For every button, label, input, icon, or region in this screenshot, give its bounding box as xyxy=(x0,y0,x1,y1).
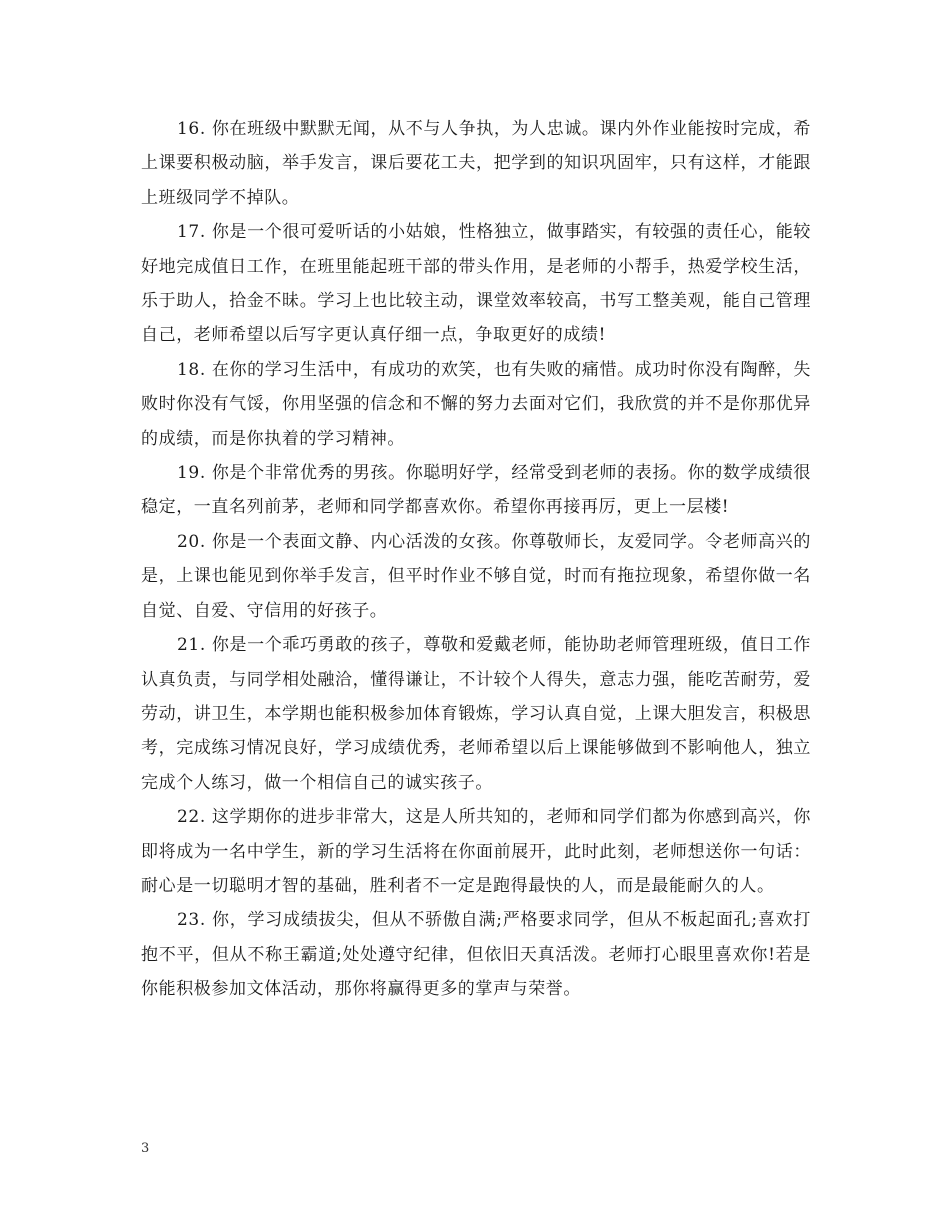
paragraph-20: 20. 你是一个表面文静、内心活泼的女孩。你尊敬师长，友爱同学。令老师高兴的是，上课也能见到你举手发言，但平时作业不够自觉，时而有拖拉现象，希望你做一名自觉、自爱、守信用的好孩子。 xyxy=(141,531,811,621)
paragraph-21: 21. 你是一个乖巧勇敢的孩子，尊敬和爱戴老师，能协助老师管理班级，值日工作认真负责，与同学相处融洽，懂得谦让，不计较个人得失，意志力强，能吃苦耐劳，爱劳动，讲卫生，本学期也能积极参加体育锻炼，学习认真自觉，上课大胆发言，积极思考，完成练习情况良好，学习成绩优秀，老师希望以后上课能够做到不影响他人，独立完成个人练习，做一个相信自己的诚实孩子。 xyxy=(141,635,811,793)
document-body xyxy=(141,112,811,1007)
paragraph-19: 19. 你是个非常优秀的男孩。你聪明好学，经常受到老师的表扬。你的数学成绩很稳定，一直名列前茅，老师和同学都喜欢你。希望你再接再厉，更上一层楼! xyxy=(141,463,811,518)
paragraph-18: 18. 在你的学习生活中，有成功的欢笑，也有失败的痛惜。成功时你没有陶醉，失败时你没有气馁，你用坚强的信念和不懈的努力去面对它们，我欣赏的并不是你那优异的成绩，而是你执着的学习精神。 xyxy=(141,359,811,449)
paragraph-23: 23. 你，学习成绩拔尖，但从不骄傲自满;严格要求同学，但从不板起面孔;喜欢打抱不平，但从不称王霸道;处处遵守纪律，但依旧天真活泼。老师打心眼里喜欢你!若是你能积极参加文体活动，那你将赢得更多的掌声与荣誉。 xyxy=(141,910,811,1000)
page-number: 3 xyxy=(141,1141,150,1156)
paragraph-16: 16. 你在班级中默默无闻，从不与人争执，为人忠诚。课内外作业能按时完成，希上课要积极动脑，举手发言，课后要花工夫，把学到的知识巩固牢，只有这样，才能跟上班级同学不掉队。 xyxy=(141,119,811,208)
paragraph-22: 22. 这学期你的进步非常大，这是人所共知的，老师和同学们都为你感到高兴，你即将成为一名中学生，新的学习生活将在你面前展开，此时此刻，老师想送你一句话：耐心是一切聪明才智的基础，胜利者不一定是跑得最快的人，而是最能耐久的人。 xyxy=(141,807,811,896)
paragraph-17: 17. 你是一个很可爱听话的小姑娘，性格独立，做事踏实，有较强的责任心，能较好地完成值日工作，在班里能起班干部的带头作用，是老师的小帮手，热爱学校生活，乐于助人，拾金不昧。学习上也比较主动，课堂效率较高，书写工整美观，能自己管理自己，老师希望以后写字更认真仔细一点，争取更好的成绩! xyxy=(141,222,811,346)
